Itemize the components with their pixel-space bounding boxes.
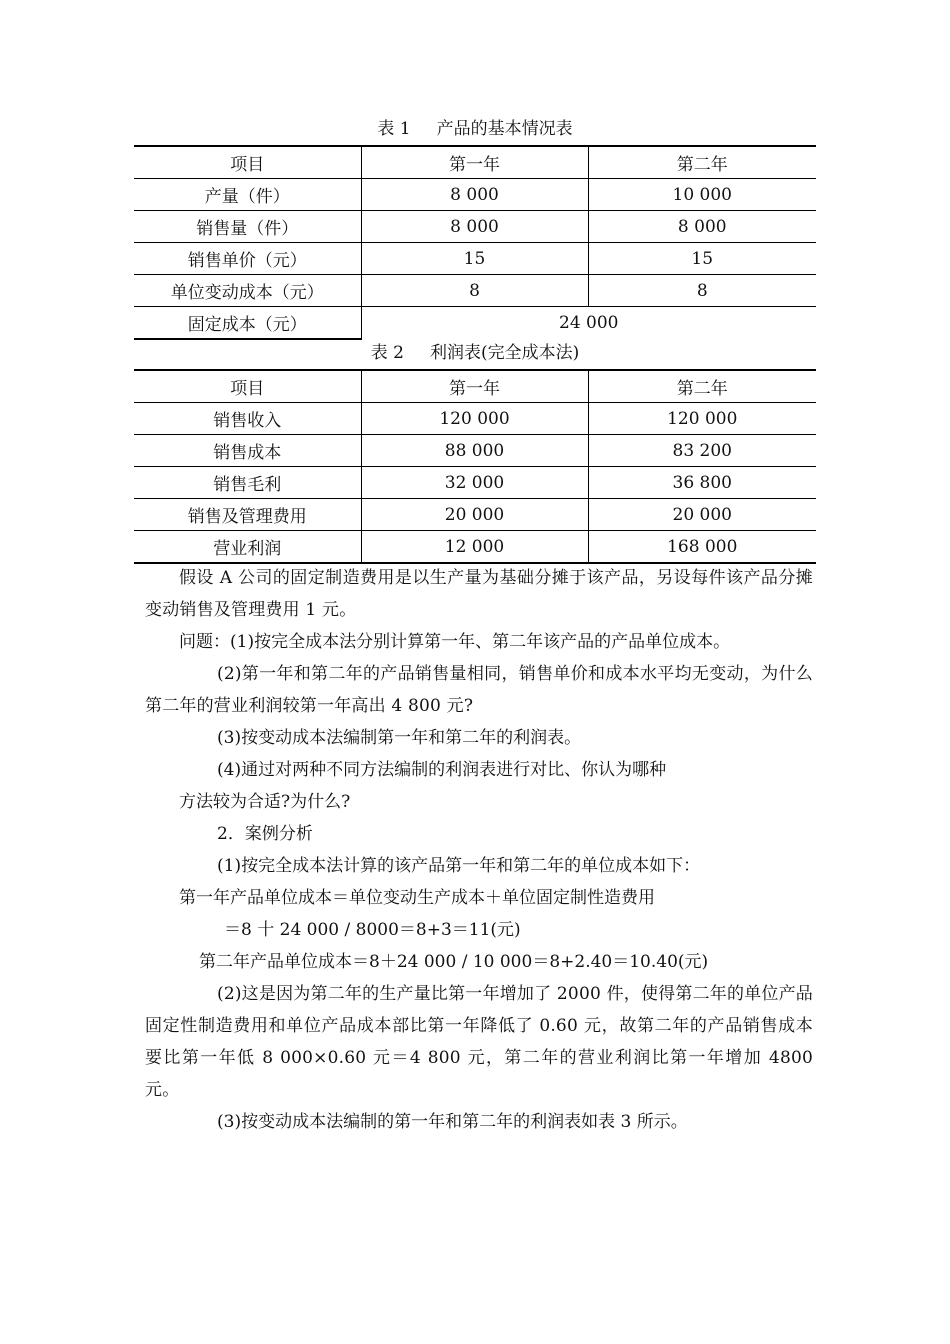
question-2: (2)第一年和第二年的产品销售量相同，销售单价和成本水平均无变动，为什么第二年的营业利润较第一年高出 4 800 元? [145, 664, 813, 716]
column-header: 项目 [134, 146, 361, 179]
row-label: 营业利润 [134, 531, 361, 564]
table-cell: 10 000 [588, 179, 816, 211]
row-label: 销售单价（元） [134, 243, 361, 275]
table-cell: 88 000 [361, 435, 588, 467]
income-statement-table [134, 369, 816, 564]
table-row [134, 243, 816, 275]
table-cell: 8 000 [361, 211, 588, 243]
table-cell: 8 000 [361, 179, 588, 211]
row-label: 固定成本（元） [134, 307, 361, 340]
assumption-paragraph: 假设 A 公司的固定制造费用是以生产量为基础分摊于该产品，另设每件该产品分摊变动销售及管理费用 1 元。 [145, 568, 813, 620]
table2-caption-title: 利润表(完全成本法) [429, 343, 580, 363]
table-cell: 15 [588, 243, 816, 275]
formula-year1: 第一年产品单位成本＝单位变动生产成本＋单位固定制性造费用 [179, 888, 655, 908]
row-label: 销售量（件） [134, 211, 361, 243]
table-cell: 20 000 [361, 499, 588, 531]
question-1: 问题：(1)按完全成本法分别计算第一年、第二年该产品的产品单位成本。 [179, 632, 731, 652]
question-4-line1: (4)通过对两种不同方法编制的利润表进行对比、你认为哪种 [217, 760, 667, 780]
table-row [134, 531, 816, 564]
table-row [134, 275, 816, 307]
table-cell: 32 000 [361, 467, 588, 499]
row-label: 产量（件） [134, 179, 361, 211]
table1-caption-title: 产品的基本情况表 [436, 119, 573, 139]
table-row [134, 403, 816, 435]
column-header: 第一年 [361, 146, 588, 179]
row-label: 销售及管理费用 [134, 499, 361, 531]
formula-year1-calc: ＝8 十 24 000 / 8000＝8+3＝11(元) [224, 920, 521, 940]
table1-caption [134, 117, 816, 141]
table-header-row [134, 370, 816, 403]
table-cell: 120 000 [588, 403, 816, 435]
analysis-1: (1)按完全成本法计算的该产品第一年和第二年的单位成本如下： [217, 856, 701, 876]
basic-info-table [134, 145, 816, 340]
table-cell: 120 000 [361, 403, 588, 435]
section-heading: 2．案例分析 [217, 824, 313, 844]
table-row [134, 467, 816, 499]
column-header: 项目 [134, 370, 361, 403]
table-cell: 8 000 [588, 211, 816, 243]
table-cell: 12 000 [361, 531, 588, 564]
formula-year2: 第二年产品单位成本＝8＋24 000 / 10 000＝8+2.40＝10.40(元) [199, 952, 709, 972]
table1-caption-number: 表 1 [377, 119, 411, 139]
row-label: 销售毛利 [134, 467, 361, 499]
table-cell: 168 000 [588, 531, 816, 564]
question-4-line2: 方法较为合适?为什么? [179, 792, 351, 812]
table2-caption [134, 341, 816, 365]
fixed-cost-value: 24 000 [361, 307, 816, 340]
question-3: (3)按变动成本法编制第一年和第二年的利润表。 [217, 728, 582, 748]
analysis-3: (3)按变动成本法编制的第一年和第二年的利润表如表 3 所示。 [217, 1112, 688, 1132]
row-label: 单位变动成本（元） [134, 275, 361, 307]
table-row-fixed-cost [134, 307, 816, 340]
table-cell: 83 200 [588, 435, 816, 467]
table-cell: 8 [361, 275, 588, 307]
row-label: 销售成本 [134, 435, 361, 467]
table-row [134, 179, 816, 211]
table-cell: 8 [588, 275, 816, 307]
column-header: 第二年 [588, 370, 816, 403]
table-row [134, 435, 816, 467]
table-cell: 20 000 [588, 499, 816, 531]
table-row [134, 211, 816, 243]
column-header: 第一年 [361, 370, 588, 403]
column-header: 第二年 [588, 146, 816, 179]
table2-caption-number: 表 2 [370, 343, 404, 363]
table-cell: 36 800 [588, 467, 816, 499]
table-cell: 15 [361, 243, 588, 275]
analysis-2: (2)这是因为第二年的生产量比第一年增加了 2000 件，使得第二年的单位产品固定性制造费用和单位产品成本部比第一年降低了 0.60 元，故第二年的产品销售成本要比第一年低 8 000×0.60 元＝4 800 元，第二年的营业利润比第一年增加 4800 元。 [145, 984, 813, 1100]
table-header-row [134, 146, 816, 179]
table-row [134, 499, 816, 531]
row-label: 销售收入 [134, 403, 361, 435]
